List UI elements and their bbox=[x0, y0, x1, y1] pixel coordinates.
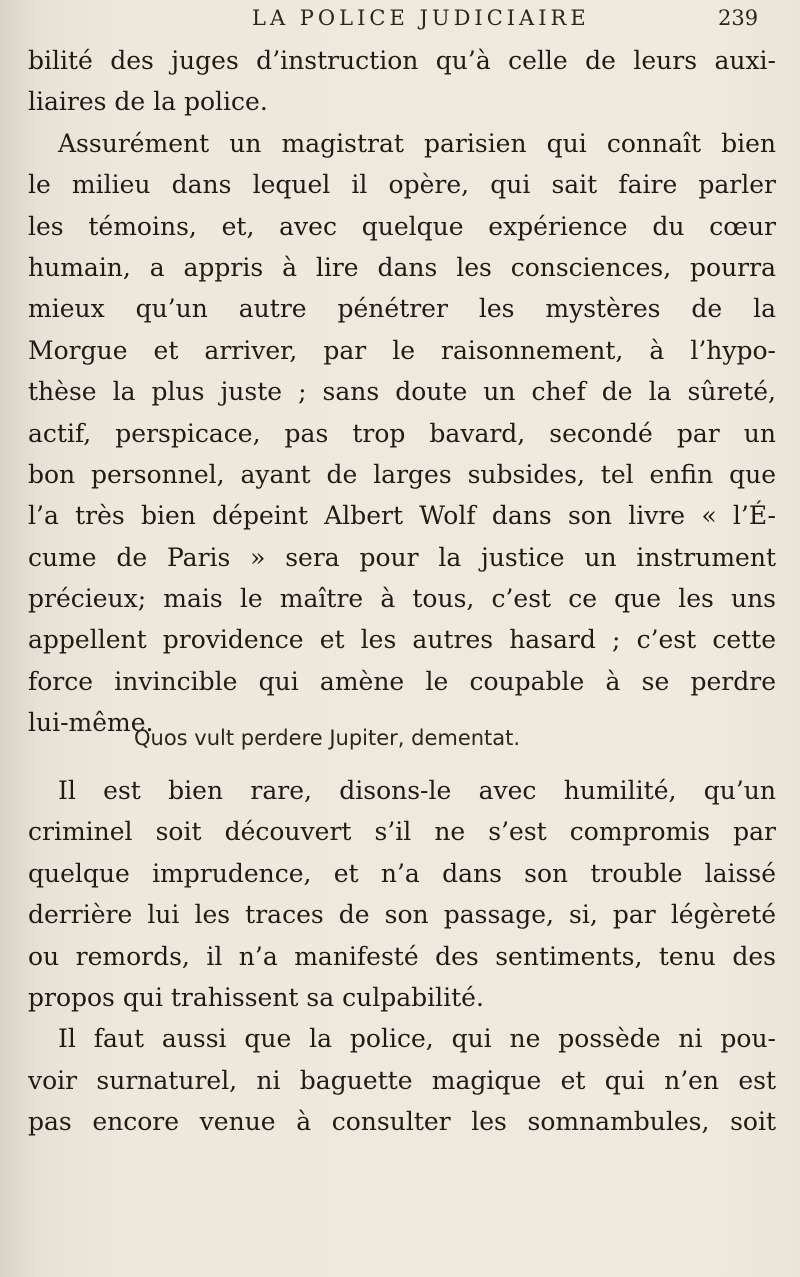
text-line: le milieu dans lequel il opère, qui sait faire parler bbox=[28, 170, 776, 200]
text-line: l’a très bien dépeint Albert Wolf dans son livre « l’É- bbox=[28, 501, 776, 531]
text-line: quelque imprudence, et n’a dans son trouble laissé bbox=[28, 858, 776, 888]
text-line: derrière lui les traces de son passage, si, par légèreté bbox=[28, 900, 776, 930]
text-line: cume de Paris » sera pour la justice un instrument bbox=[28, 542, 776, 572]
text-line: appellent providence et les autres hasard ; c’est cette bbox=[28, 625, 776, 655]
page-number: 239 bbox=[718, 6, 759, 30]
text-line: bon personnel, ayant de larges subsides, tel enfin que bbox=[28, 459, 776, 489]
text-line: humain, a appris à lire dans les consciences, pourra bbox=[28, 252, 776, 282]
text-line: les témoins, et, avec quelque expérience du cœur bbox=[28, 211, 776, 241]
text-line: Il faut aussi que la police, qui ne possède ni pou- bbox=[58, 1024, 776, 1054]
text-line: bilité des juges d’instruction qu’à celle de leurs auxi- bbox=[28, 46, 776, 75]
text-line: criminel soit découvert s’il ne s’est compromis par bbox=[28, 817, 776, 847]
text-line: propos qui trahissent sa culpabilité. bbox=[28, 982, 484, 1012]
body-text-upper bbox=[28, 40, 776, 744]
text-line: pas encore venue à consulter les somnambules, soit bbox=[28, 1107, 776, 1137]
text-line: précieux; mais le maître à tous, c’est ce que les uns bbox=[28, 584, 776, 614]
text-line: lui-même. bbox=[28, 708, 154, 738]
text-line: voir surnaturel, ni baguette magique et qui n’en est bbox=[28, 1065, 776, 1095]
running-title: LA POLICE JUDICIAIRE bbox=[252, 6, 590, 30]
body-text-lower bbox=[28, 770, 776, 1143]
text-line: Il est bien rare, disons-le avec humilité, qu’un bbox=[58, 776, 776, 805]
text-line: Assurément un magistrat parisien qui connaît bien bbox=[58, 128, 776, 158]
latin-quotation: Quos vult perdere Jupiter, dementat. bbox=[134, 726, 521, 750]
text-line: thèse la plus juste ; sans doute un chef de la sûreté, bbox=[28, 377, 776, 407]
text-line: liaires de la police. bbox=[28, 87, 268, 117]
page-header bbox=[0, 6, 800, 36]
text-line: actif, perspicace, pas trop bavard, secondé par un bbox=[28, 418, 776, 448]
text-line: mieux qu’un autre pénétrer les mystères de la bbox=[28, 294, 776, 324]
text-line: force invincible qui amène le coupable à se perdre bbox=[28, 666, 776, 696]
text-line: ou remords, il n’a manifesté des sentiments, tenu des bbox=[28, 941, 776, 971]
text-line: Morgue et arriver, par le raisonnement, à l’hypo- bbox=[28, 335, 776, 365]
